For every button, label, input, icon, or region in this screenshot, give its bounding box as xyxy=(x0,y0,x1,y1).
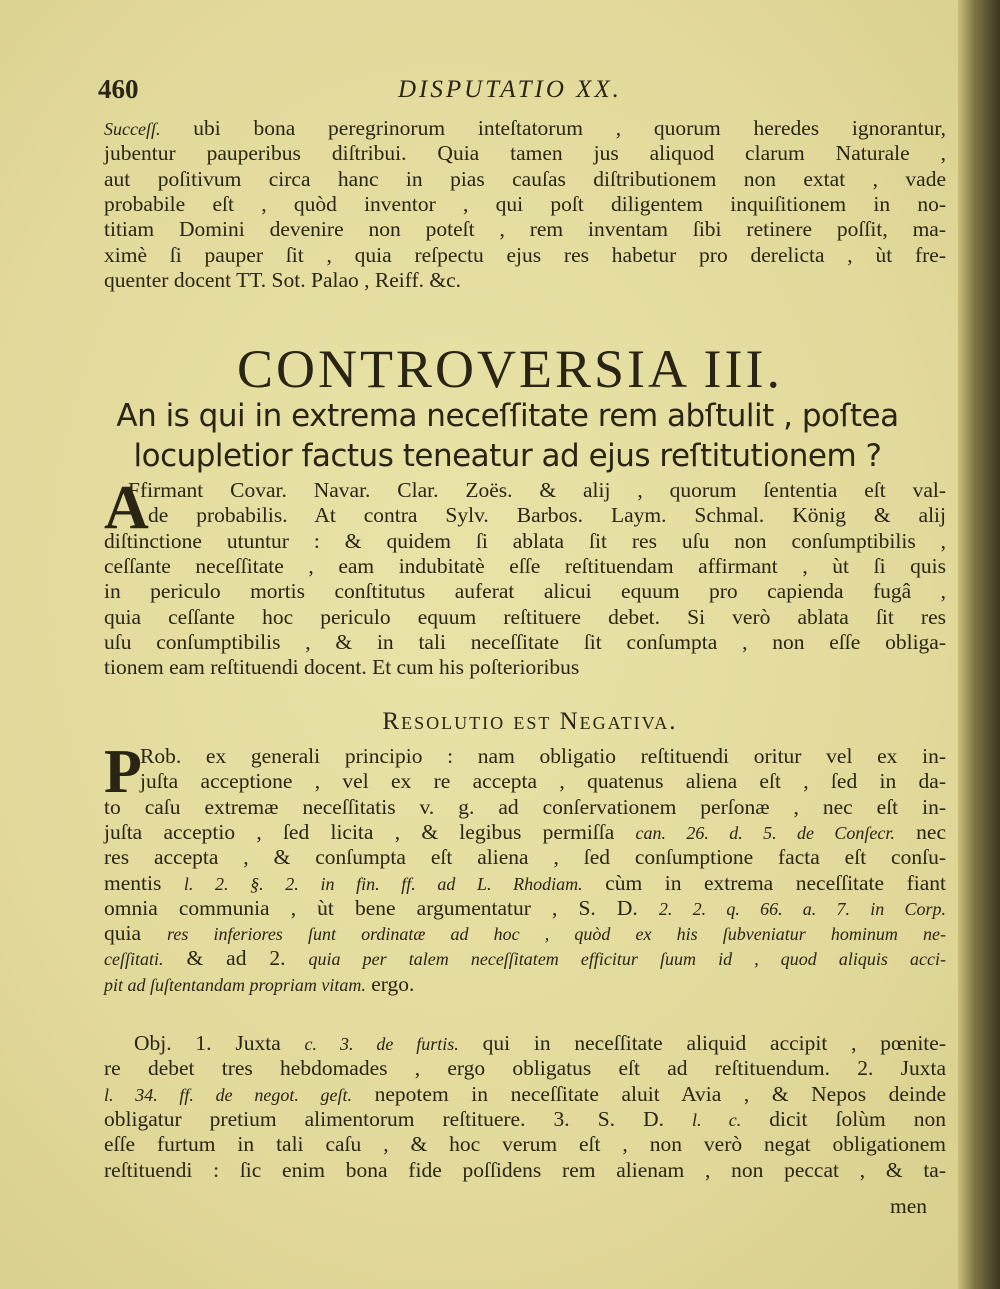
text-line xyxy=(104,820,946,845)
body-text: nec xyxy=(894,819,946,844)
drop-cap-p: P xyxy=(104,738,142,806)
body-text: obligatur pretium alimentorum reſtituere. 3. S. D. xyxy=(104,1106,693,1131)
citation-text: ceſſitati. xyxy=(104,949,164,970)
body-text: eſſe furtum in tali caſu , & hoc verum eſt , non verò negat obligationem xyxy=(104,1132,946,1157)
question-line-2: locupletior factus teneatur ad ejus reſtitutionem ? xyxy=(133,438,882,474)
body-text: Ffirmant Covar. Navar. Clar. Zoës. & alij , quorum ſententia eſt val- xyxy=(128,478,946,502)
citation-text: can. 26. d. 5. de Conſecr. xyxy=(635,822,895,843)
text-line xyxy=(104,116,946,141)
text-line xyxy=(104,1132,946,1156)
text-line xyxy=(104,605,946,629)
body-text: ergo. xyxy=(365,971,415,996)
body-text: ximè ſi pauper ſit , quia reſpectu ejus res habetur pro derelicta , ùt fre- xyxy=(104,242,946,267)
body-text: to caſu extremæ neceſſitatis v. g. ad conſervationem perſonæ , nec eſt in- xyxy=(104,794,946,819)
body-text: quia ceſſante hoc periculo equum reſtituere debet. Si verò ablata ſit res xyxy=(104,604,946,629)
body-text: de probabilis. At contra Sylv. Barbos. Laym. Schmal. König & alij xyxy=(148,503,946,528)
citation-text: l. 34. ff. de negot. geſt. xyxy=(104,1084,353,1105)
text-line xyxy=(104,268,946,292)
running-title: DISPUTATIO XX. xyxy=(398,76,622,103)
page-number: 460 xyxy=(98,74,139,104)
text-line xyxy=(104,871,946,896)
text-line xyxy=(104,217,946,241)
body-text: uſu conſumptibilis , & in tali neceſſitate ſit conſumpta , non eſſe obliga- xyxy=(104,629,946,654)
text-line xyxy=(140,769,946,793)
question-line-1: An is qui in extrema neceſſitate rem abſtulit , poſtea xyxy=(116,398,899,434)
text-line xyxy=(104,630,946,654)
body-text: jubentur pauperibus diſtribui. Quia tamen jus aliquod clarum Naturale , xyxy=(104,141,946,166)
body-text: tionem eam reſtituendi docent. Et cum his poſterioribus xyxy=(104,655,580,680)
body-text: quia xyxy=(104,921,168,946)
text-line xyxy=(104,896,946,921)
body-text: juſta acceptio , ſed licita , & legibus permiſſa xyxy=(104,819,636,844)
body-text: juſta acceptione , vel ex re accepta , quatenus aliena eſt , ſed in da- xyxy=(140,769,946,794)
citation-text: 2. 2. q. 66. a. 7. in Corp. xyxy=(658,898,946,919)
text-line xyxy=(104,946,946,971)
body-text: ceſſante neceſſitate , eam indubitatè eſſe reſtituendam affirmant , ùt ſi quis xyxy=(104,553,946,578)
body-text: in periculo mortis conſtitutus auferat alicui equum pro capienda fugâ , xyxy=(104,579,946,604)
text-line xyxy=(104,795,946,819)
body-text: ubi bona peregrinorum inteſtatorum , quorum heredes ignorantur, xyxy=(160,116,946,140)
text-line xyxy=(148,503,946,527)
citation-text: res inferiores ſunt ordinatæ ad hoc , quòd ex his ſubveniatur hominum ne- xyxy=(167,924,946,945)
body-text: re debet tres hebdomades , ergo obligatus eſt ad reſtituendum. 2. Juxta xyxy=(104,1056,946,1081)
text-line xyxy=(134,1031,946,1056)
body-text: mentis xyxy=(104,870,184,895)
body-text: omnia communia , ùt bene argumentatur , S. D. xyxy=(104,895,659,920)
text-line xyxy=(104,1158,946,1182)
section-title: CONTROVERSIA III. xyxy=(237,339,783,399)
drop-cap-a: A xyxy=(104,474,149,542)
body-text: aut poſitivum circa hanc in pias cauſas diſtributionem non extat , vade xyxy=(104,166,946,191)
body-text: & ad 2. xyxy=(163,946,309,971)
text-line xyxy=(104,1107,946,1132)
page-edge-shadow xyxy=(958,0,1000,1289)
body-text: res accepta , & conſumpta eſt aliena , ſed conſumptione facta eſt conſu- xyxy=(104,845,946,870)
text-line xyxy=(104,141,946,165)
text-line xyxy=(104,529,946,553)
citation-text: quia per talem neceſſitatem efficitur ſuum id , quod aliquis acci- xyxy=(308,949,946,970)
page-header xyxy=(98,74,938,106)
citation-text: l. c. xyxy=(692,1109,742,1130)
body-text: reſtituendi : ſic enim bona fide poſſidens rem alienam , non peccat , & ta- xyxy=(104,1157,946,1182)
resolution-heading: Resolutio est Negativa. xyxy=(382,708,678,735)
body-text: Obj. 1. Juxta xyxy=(134,1031,305,1055)
text-line xyxy=(104,554,946,578)
body-text: Rob. ex generali principio : nam obligatio reſtituendi oritur vel ex in- xyxy=(140,744,946,768)
text-line xyxy=(104,192,946,216)
text-line xyxy=(128,478,946,502)
text-line xyxy=(104,845,946,869)
text-line xyxy=(104,655,946,679)
body-text: titiam Domini devenire non poteſt , rem inventam ſibi retinere poſſit, ma- xyxy=(104,217,946,242)
text-line xyxy=(104,243,946,267)
body-text: diſtinctione utuntur : & quidem ſi ablata ſit res uſu non conſumptibilis , xyxy=(104,528,946,553)
citation-text: Succeſſ. xyxy=(104,119,161,139)
body-text: cùm in extrema neceſſitate fiant xyxy=(582,870,946,895)
text-line xyxy=(140,744,946,768)
citation-text: l. 2. §. 2. in fin. ff. ad L. Rhodiam. xyxy=(183,873,583,894)
body-text: qui in neceſſitate aliquid accipit , pœnite- xyxy=(458,1031,946,1055)
citation-text: pit ad ſuſtentandam propriam vitam. xyxy=(104,974,366,995)
text-line xyxy=(104,921,946,946)
text-line xyxy=(104,1082,946,1107)
catchword: men xyxy=(890,1194,928,1218)
citation-text: c. 3. de furtis. xyxy=(304,1034,459,1054)
body-text: quenter docent TT. Sot. Palao , Reiff. &c. xyxy=(104,267,462,292)
body-text: probabile eſt , quòd inventor , qui poſt diligentem inquiſitionem in no- xyxy=(104,191,946,216)
body-text: dicit ſolùm non xyxy=(741,1106,946,1131)
text-line xyxy=(104,972,946,997)
text-line xyxy=(104,167,946,191)
body-text: nepotem in neceſſitate aluit Avia , & Nepos deinde xyxy=(352,1081,946,1106)
text-line xyxy=(104,579,946,603)
text-line xyxy=(104,1056,946,1080)
